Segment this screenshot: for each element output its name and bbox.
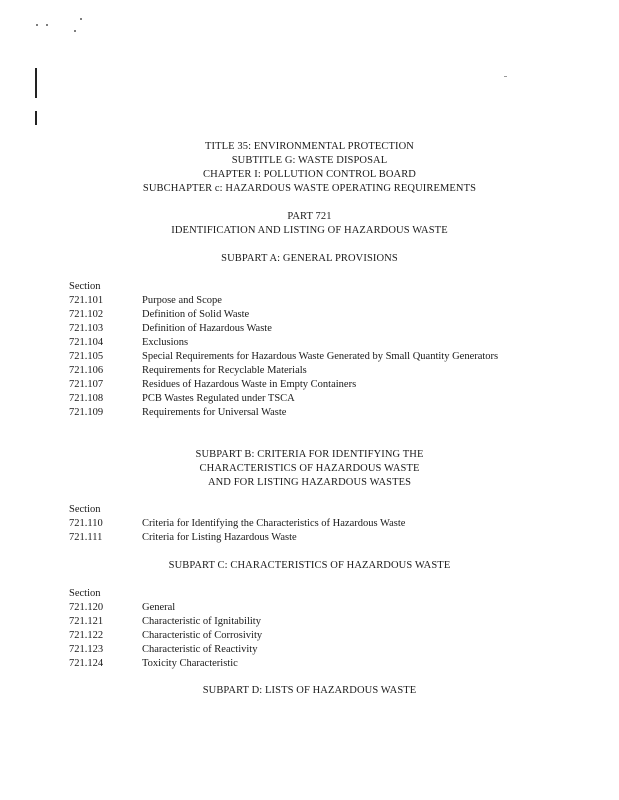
section-title: Requirements for Recyclable Materials [142, 365, 307, 376]
subchapter-line: SUBCHAPTER c: HAZARDOUS WASTE OPERATING REQUIREMENTS [142, 183, 477, 194]
section-title: Criteria for Listing Hazardous Waste [142, 532, 297, 543]
scan-speck [504, 76, 507, 77]
section-label: Section [69, 504, 101, 515]
section-label: Section [69, 281, 101, 292]
section-label: Section [69, 588, 101, 599]
section-number: 721.101 [69, 295, 104, 306]
scan-specks [34, 18, 94, 38]
section-title: General [142, 602, 176, 613]
margin-change-bar [35, 111, 37, 125]
subpart-b-heading [0, 448, 619, 490]
toc-row [69, 531, 519, 545]
toc-row [69, 629, 519, 643]
toc-row [69, 378, 519, 392]
title-block [0, 140, 619, 196]
chapter-line: CHAPTER I: POLLUTION CONTROL BOARD [202, 169, 416, 180]
toc-row [69, 308, 519, 322]
toc-row [69, 336, 519, 350]
section-number: 721.122 [69, 630, 104, 641]
subpart-c-toc [69, 601, 519, 671]
toc-row [69, 643, 519, 657]
subpart-a-heading [0, 252, 619, 266]
section-title: Toxicity Characteristic [142, 658, 238, 669]
toc-row [69, 615, 519, 629]
toc-row [69, 517, 519, 531]
title-line: TITLE 35: ENVIRONMENTAL PROTECTION [205, 141, 414, 152]
toc-row [69, 657, 519, 671]
subpart-b-title-line: SUBPART B: CRITERIA FOR IDENTIFYING THE [195, 449, 424, 460]
subpart-d-title: SUBPART D: LISTS OF HAZARDOUS WASTE [202, 685, 417, 696]
section-title: Characteristic of Ignitability [142, 616, 261, 627]
toc-row [69, 364, 519, 378]
subpart-b-toc [69, 517, 519, 545]
section-title: Characteristic of Reactivity [142, 644, 258, 655]
section-title: Characteristic of Corrosivity [142, 630, 263, 641]
part-heading [0, 210, 619, 238]
section-title: Criteria for Identifying the Characteristics of Hazardous Waste [142, 518, 406, 529]
section-title: Purpose and Scope [142, 295, 222, 306]
part-number: PART 721 [287, 211, 332, 222]
section-number: 721.120 [69, 602, 104, 613]
section-title: PCB Wastes Regulated under TSCA [142, 393, 295, 404]
subpart-a-title: SUBPART A: GENERAL PROVISIONS [221, 253, 398, 264]
section-title: Definition of Solid Waste [142, 309, 250, 320]
subtitle-line: SUBTITLE G: WASTE DISPOSAL [231, 155, 388, 166]
subpart-b-title-line: CHARACTERISTICS OF HAZARDOUS WASTE [199, 463, 420, 474]
section-number: 721.105 [69, 351, 104, 362]
subpart-c-title: SUBPART C: CHARACTERISTICS OF HAZARDOUS WASTE [168, 560, 451, 571]
section-number: 721.107 [69, 379, 104, 390]
section-number: 721.110 [69, 518, 103, 529]
toc-row [69, 294, 519, 308]
toc-row [69, 322, 519, 336]
toc-row [69, 350, 519, 364]
part-title: IDENTIFICATION AND LISTING OF HAZARDOUS WASTE [171, 225, 448, 236]
section-number: 721.106 [69, 365, 104, 376]
section-number: 721.104 [69, 337, 104, 348]
toc-row [69, 601, 519, 615]
section-number: 721.123 [69, 644, 104, 655]
section-number: 721.109 [69, 407, 104, 418]
section-number: 721.121 [69, 616, 104, 627]
section-number: 721.108 [69, 393, 104, 404]
section-number: 721.103 [69, 323, 104, 334]
section-title: Exclusions [142, 337, 189, 348]
section-title: Special Requirements for Hazardous Waste Generated by Small Quantity Generators [142, 351, 499, 362]
toc-row [69, 392, 519, 406]
section-title: Requirements for Universal Waste [142, 407, 287, 418]
subpart-a-toc [69, 294, 519, 420]
subpart-d-heading [0, 684, 619, 698]
margin-change-bar [35, 68, 37, 98]
subpart-b-title-line: AND FOR LISTING HAZARDOUS WASTES [207, 477, 412, 488]
section-number: 721.102 [69, 309, 104, 320]
toc-row [69, 406, 519, 420]
section-title: Definition of Hazardous Waste [142, 323, 272, 334]
section-number: 721.124 [69, 658, 104, 669]
section-title: Residues of Hazardous Waste in Empty Containers [142, 379, 357, 390]
section-number: 721.111 [69, 532, 103, 543]
subpart-c-heading [0, 559, 619, 573]
